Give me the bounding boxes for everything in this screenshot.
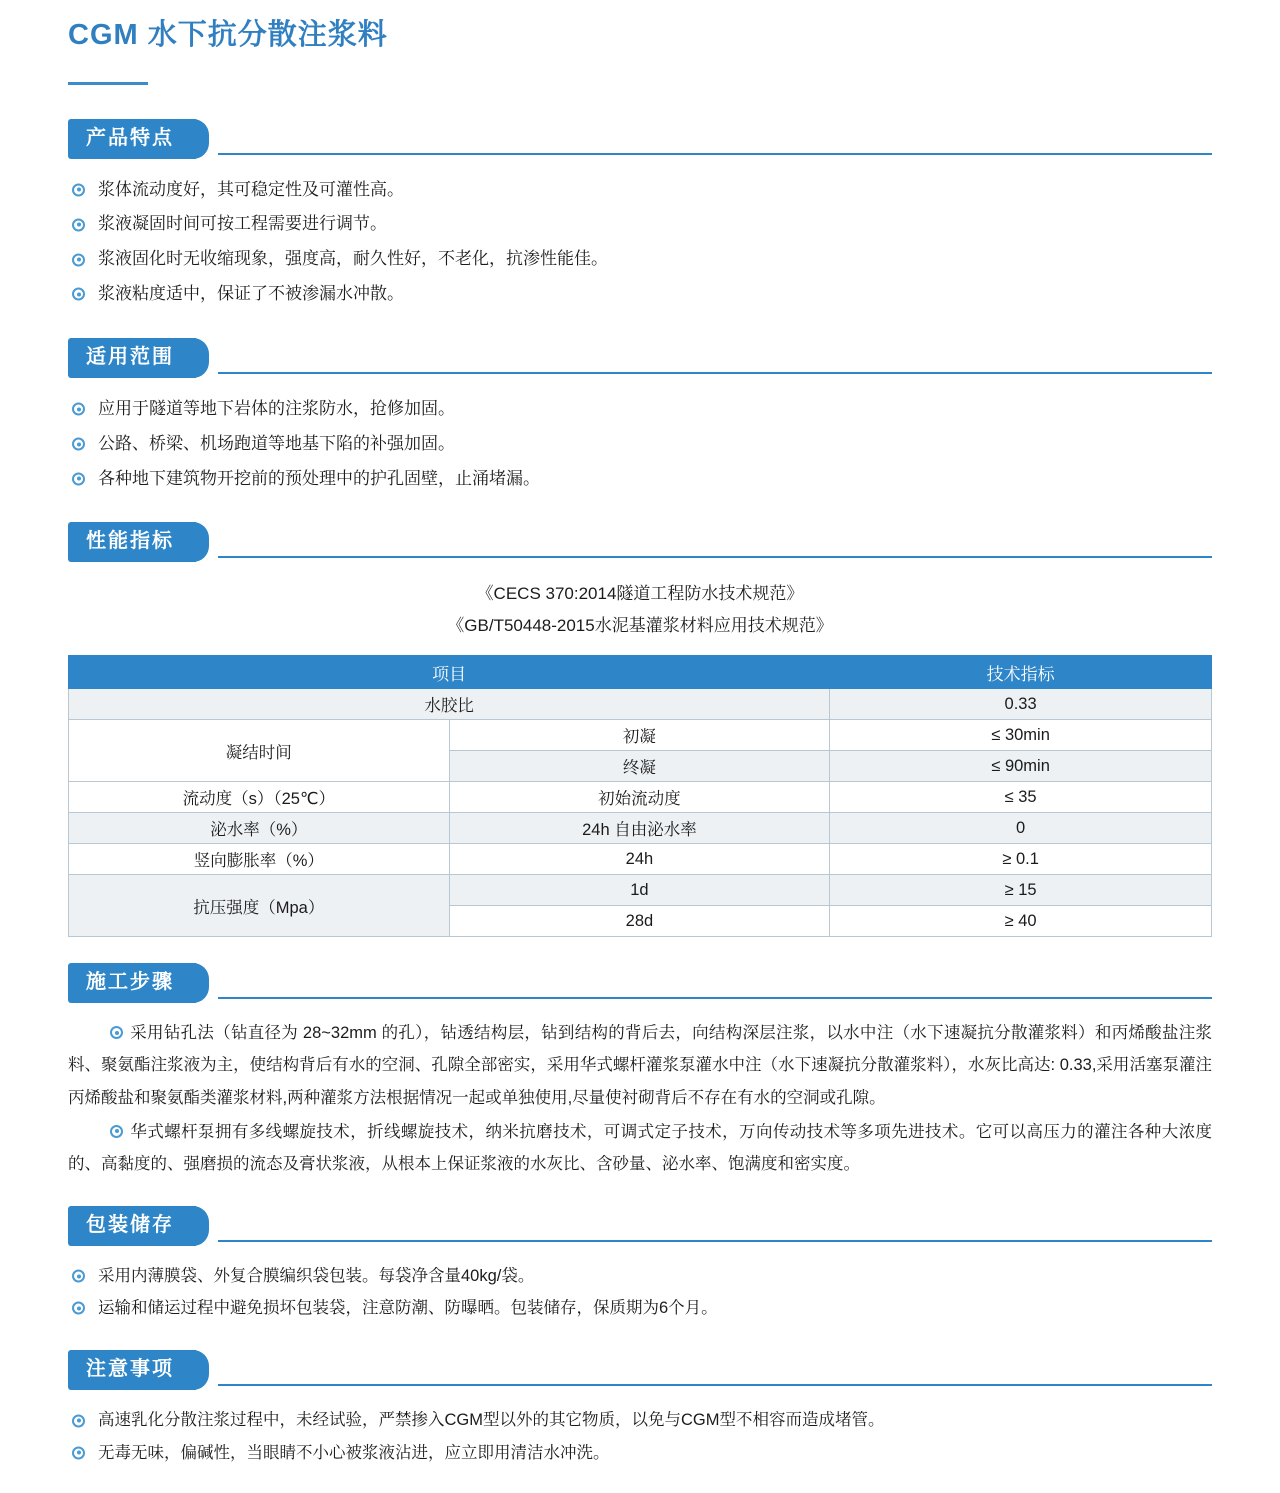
- bullet-ring-icon: [72, 472, 85, 485]
- table-row: [69, 720, 1212, 751]
- list-item: [70, 207, 1212, 242]
- bullet-ring-icon: [72, 183, 85, 196]
- section-tab-label: 包装储存: [68, 1206, 196, 1246]
- cell-item: 抗压强度（Mpa）: [69, 875, 450, 937]
- section-header-performance: [68, 522, 1212, 562]
- list-item: [70, 173, 1212, 208]
- list-item-text: 浆液固化时无收缩现象，强度高，耐久性好，不老化，抗渗性能佳。: [98, 249, 608, 269]
- section-rule: [218, 153, 1212, 155]
- list-item: [70, 392, 1212, 427]
- section-rule: [218, 372, 1212, 374]
- standard-reference: 《CECS 370:2014隧道工程防水技术规范》: [476, 584, 804, 604]
- section-tab-packaging: [68, 1206, 196, 1246]
- bullet-ring-icon: [110, 1125, 123, 1138]
- cell-sub: 初始流动度: [449, 782, 830, 813]
- section-header-features: [68, 119, 1212, 159]
- cell-sub: 24h: [449, 844, 830, 875]
- cell-sub: 初凝: [449, 720, 830, 751]
- step-paragraph: [68, 1017, 1212, 1114]
- table-row: [69, 689, 1212, 720]
- notes-list: [68, 1404, 1212, 1468]
- cell-spec: 0: [830, 813, 1212, 844]
- list-item-text: 公路、桥梁、机场跑道等地基下陷的补强加固。: [98, 433, 455, 453]
- bullet-ring-icon: [72, 438, 85, 451]
- section-header-steps: [68, 963, 1212, 1003]
- bullet-ring-icon: [72, 1270, 85, 1283]
- page-title: CGM 水下抗分散注浆料: [68, 19, 388, 51]
- bullet-ring-icon: [72, 1414, 85, 1427]
- cell-sub: 24h 自由泌水率: [449, 813, 830, 844]
- cell-sub: 1d: [449, 875, 830, 906]
- list-item-text: 各种地下建筑物开挖前的预处理中的护孔固壁，止涌堵漏。: [98, 468, 540, 488]
- features-list: [68, 173, 1212, 312]
- packaging-list: [68, 1260, 1212, 1324]
- list-item: [70, 242, 1212, 277]
- steps-block: [68, 1017, 1212, 1180]
- scope-list: [68, 392, 1212, 497]
- bullet-ring-icon: [72, 253, 85, 266]
- table-row: [69, 813, 1212, 844]
- list-item: [70, 462, 1212, 497]
- section-rule: [218, 997, 1212, 999]
- table-row: [69, 844, 1212, 875]
- standards-block: [68, 578, 1212, 641]
- section-header-scope: [68, 338, 1212, 378]
- table-row: [69, 875, 1212, 906]
- cell-spec: ≥ 40: [830, 906, 1212, 937]
- list-item-text: 运输和储运过程中避免损坏包装袋，注意防潮、防曝晒。包装储存，保质期为6个月。: [98, 1299, 718, 1318]
- cell-item: 竖向膨胀率（%）: [69, 844, 450, 875]
- section-tab-label: 适用范围: [68, 338, 196, 378]
- list-item-text: 应用于隧道等地下岩体的注浆防水，抢修加固。: [98, 398, 455, 418]
- cell-sub: 28d: [449, 906, 830, 937]
- section-tab-label: 注意事项: [68, 1350, 196, 1390]
- list-item: [70, 1292, 1212, 1324]
- bullet-ring-icon: [72, 1446, 85, 1459]
- bullet-ring-icon: [72, 218, 85, 231]
- spec-table: [68, 655, 1212, 937]
- section-tab-performance: [68, 522, 196, 562]
- bullet-ring-icon: [72, 288, 85, 301]
- standard-reference: 《GB/T50448-2015水泥基灌浆材料应用技术规范》: [447, 615, 833, 635]
- cell-sub: 终凝: [449, 751, 830, 782]
- step-paragraph-text: 采用钻孔法（钻直径为 28~32mm 的孔），钻透结构层，钻到结构的背后去，向结构深层注浆，以水中注（水下速凝抗分散灌浆料）和丙烯酸盐注浆料、聚氨酯注浆液为主，使结构背后有水的空洞、孔隙全部密实，采用华式螺杆灌浆泵灌水中注（水下速凝抗分散灌浆料），水灰比高达: 0.33,采用活塞泵灌注丙烯酸盐和聚氨酯类灌浆材料,两种灌浆方法根据情况一起或单独使用,尽量使衬砌背后不存在有水的空洞或孔隙。: [68, 1024, 1212, 1107]
- section-tab-steps: [68, 963, 196, 1003]
- section-tab-label: 产品特点: [68, 119, 196, 159]
- list-item: [70, 1404, 1212, 1436]
- list-item: [70, 1437, 1212, 1469]
- section-rule: [218, 1384, 1212, 1386]
- cell-spec: ≤ 30min: [830, 720, 1212, 751]
- section-tab-features: [68, 119, 196, 159]
- list-item: [70, 277, 1212, 312]
- step-paragraph-text: 华式螺杆泵拥有多线螺旋技术，折线螺旋技术，纳米抗磨技术，可调式定子技术，万向传动技术等多项先进技术。它可以高压力的灌注各种大浓度的、高黏度的、强磨损的流态及膏状浆液，从根本上保证浆液的水灰比、含砂量、泌水率、饱满度和密实度。: [68, 1122, 1212, 1173]
- list-item-text: 高速乳化分散注浆过程中，未经试验，严禁掺入CGM型以外的其它物质，以免与CGM型不相容而造成堵管。: [98, 1411, 885, 1430]
- table-header-row: [69, 656, 1212, 689]
- section-tab-label: 性能指标: [68, 522, 196, 562]
- table-row: [69, 782, 1212, 813]
- cell-item: 流动度（s）（25℃）: [69, 782, 450, 813]
- cell-spec: 0.33: [830, 689, 1212, 720]
- section-header-notes: [68, 1350, 1212, 1390]
- cell-spec: ≥ 0.1: [830, 844, 1212, 875]
- title-underline: [68, 82, 148, 85]
- bullet-ring-icon: [72, 403, 85, 416]
- column-header-spec: 技术指标: [830, 656, 1212, 689]
- list-item-text: 采用内薄膜袋、外复合膜编织袋包装。每袋净含量40kg/袋。: [98, 1267, 535, 1286]
- cell-item: 凝结时间: [69, 720, 450, 782]
- cell-item: 泌水率（%）: [69, 813, 450, 844]
- list-item-text: 浆体流动度好，其可稳定性及可灌性高。: [98, 179, 404, 199]
- cell-item: 水胶比: [69, 689, 830, 720]
- cell-spec: ≥ 15: [830, 875, 1212, 906]
- step-paragraph: [68, 1116, 1212, 1180]
- bullet-ring-icon: [110, 1026, 123, 1039]
- section-header-packaging: [68, 1206, 1212, 1246]
- section-tab-scope: [68, 338, 196, 378]
- list-item-text: 无毒无味，偏碱性，当眼睛不小心被浆液沾进，应立即用清洁水冲洗。: [98, 1443, 610, 1462]
- bullet-ring-icon: [72, 1302, 85, 1315]
- section-rule: [218, 1240, 1212, 1242]
- column-header-item: 项目: [69, 656, 830, 689]
- list-item: [70, 1260, 1212, 1292]
- section-tab-label: 施工步骤: [68, 963, 196, 1003]
- list-item: [70, 427, 1212, 462]
- section-tab-notes: [68, 1350, 196, 1390]
- cell-spec: ≤ 90min: [830, 751, 1212, 782]
- section-rule: [218, 556, 1212, 558]
- list-item-text: 浆液凝固时间可按工程需要进行调节。: [98, 214, 387, 234]
- list-item-text: 浆液粘度适中，保证了不被渗漏水冲散。: [98, 284, 404, 304]
- cell-spec: ≤ 35: [830, 782, 1212, 813]
